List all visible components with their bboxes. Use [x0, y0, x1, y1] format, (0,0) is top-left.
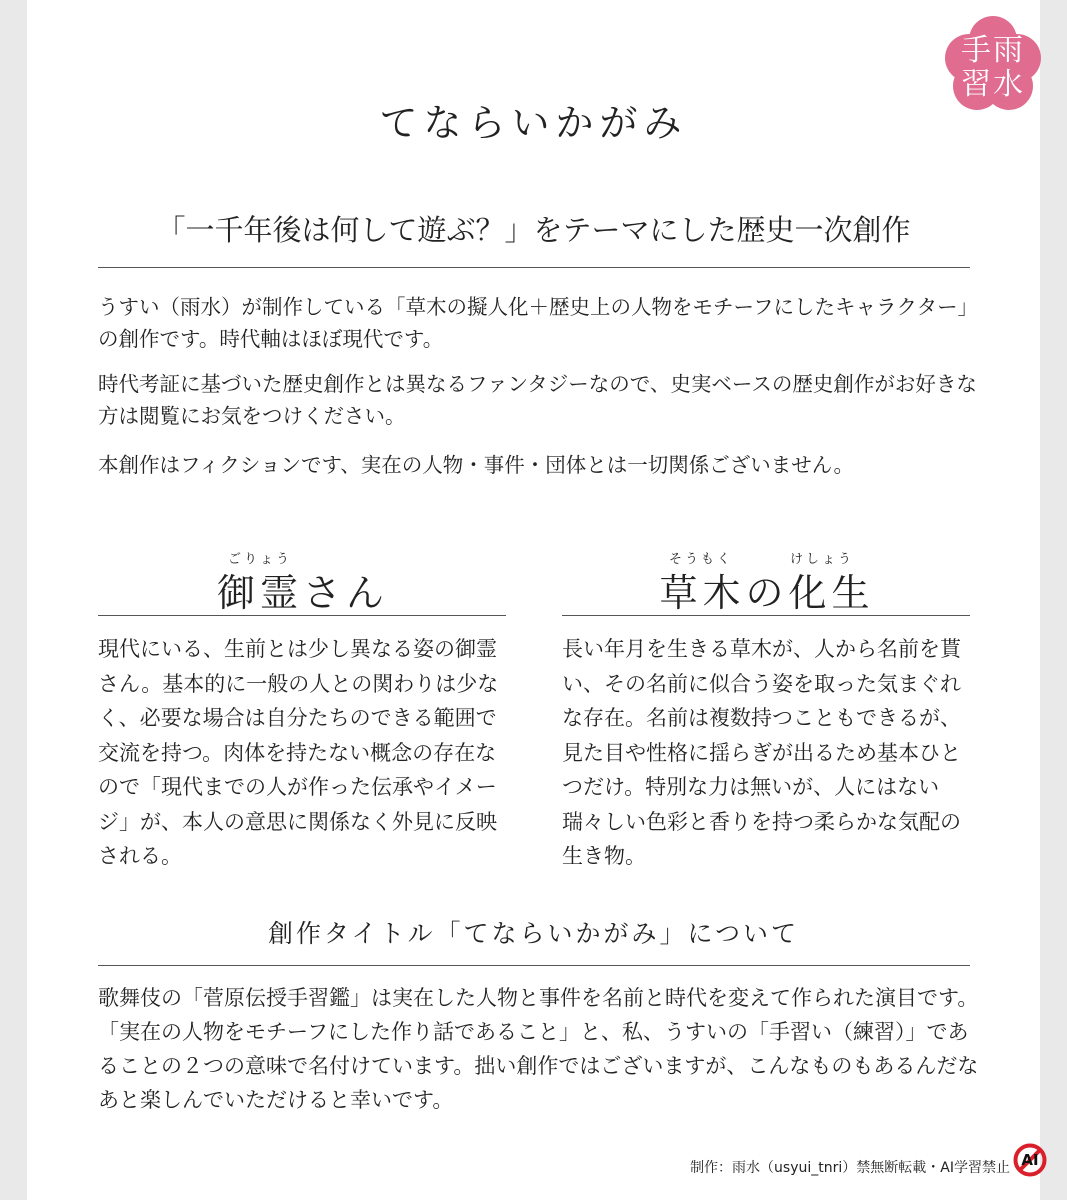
goryou-ruby: ごりょう	[228, 552, 293, 567]
logo-char-mizu: 水	[993, 67, 1023, 102]
about-heading: 創作タイトル「てならいかがみ」について	[267, 919, 799, 948]
soumoku-heading: 草木の化生	[659, 571, 875, 615]
goryou-description: 現代にいる、生前とは少し異なる姿の御霊さん。基本的に一般の人との関わりは少なく、必要な場合は自分たちのできる範囲で交流を持つ。肉体を持たない概念の存在なので「現代までの人が作った伝承やイメージ」が、本人の意思に関係なく外見に反映される。	[98, 637, 499, 868]
intro-paragraph-1: うすい（雨水）が制作している「草木の擬人化＋歴史上の人物をモチーフにしたキャラクター」の創作です。時代軸はほぼ現代です。	[98, 295, 979, 351]
copyright-footer: 制作：雨水（usyui_tnri）禁無断転載・AI学習禁止	[690, 1160, 1010, 1176]
soumoku-description: 長い年月を生きる草木が、人から名前を貰い、その名前に似合う姿を取った気まぐれな存在。名前は複数持つこともできるが、見た目や性格に揺らぎが出るため基本ひとつだけ。特別な力は無いが、人にはない瑞々しい色彩と香りを持つ柔らかな気配の生き物。	[562, 637, 961, 868]
ai-badge-label: AI	[1021, 1151, 1039, 1169]
page-title: てならいかがみ	[379, 101, 688, 145]
logo-char-te: 手	[961, 33, 991, 68]
intro-paragraph-2: 時代考証に基づいた歴史創作とは異なるファンタジーなので、史実ベースの歴史創作がお好きな方は閲覧にお気をつけください。	[98, 372, 977, 428]
goryou-heading: 御霊さん	[216, 571, 389, 615]
logo-char-narai: 習	[961, 67, 991, 102]
logo-char-ame: 雨	[993, 33, 1023, 68]
no-ai-icon	[1013, 1143, 1047, 1177]
about-divider	[98, 965, 970, 966]
intro-paragraph-3: 本創作はフィクションです、実在の人物・事件・団体とは一切関係ございません。	[98, 453, 855, 477]
about-paragraph: 歌舞伎の「菅原伝授手習鑑」は実在した人物と事件を名前と時代を変えて作られた演目です。「実在の人物をモチーフにした作り話であること」と、私、うすいの「手習い（練習）」であることの２つの意味で名付けています。拙い創作ではございますが、こんなものもあるんだなあと楽しんでいただけると幸いです。	[98, 986, 979, 1112]
subtitle-divider	[98, 267, 970, 268]
page-subtitle: 「一千年後は何して遊ぶ？」をテーマにした歴史一次創作	[156, 213, 911, 247]
keshou-ruby: けしょう	[790, 552, 855, 567]
soumoku-divider	[562, 615, 970, 616]
soumoku-ruby: そうもく	[669, 552, 734, 567]
goryou-divider	[98, 615, 506, 616]
